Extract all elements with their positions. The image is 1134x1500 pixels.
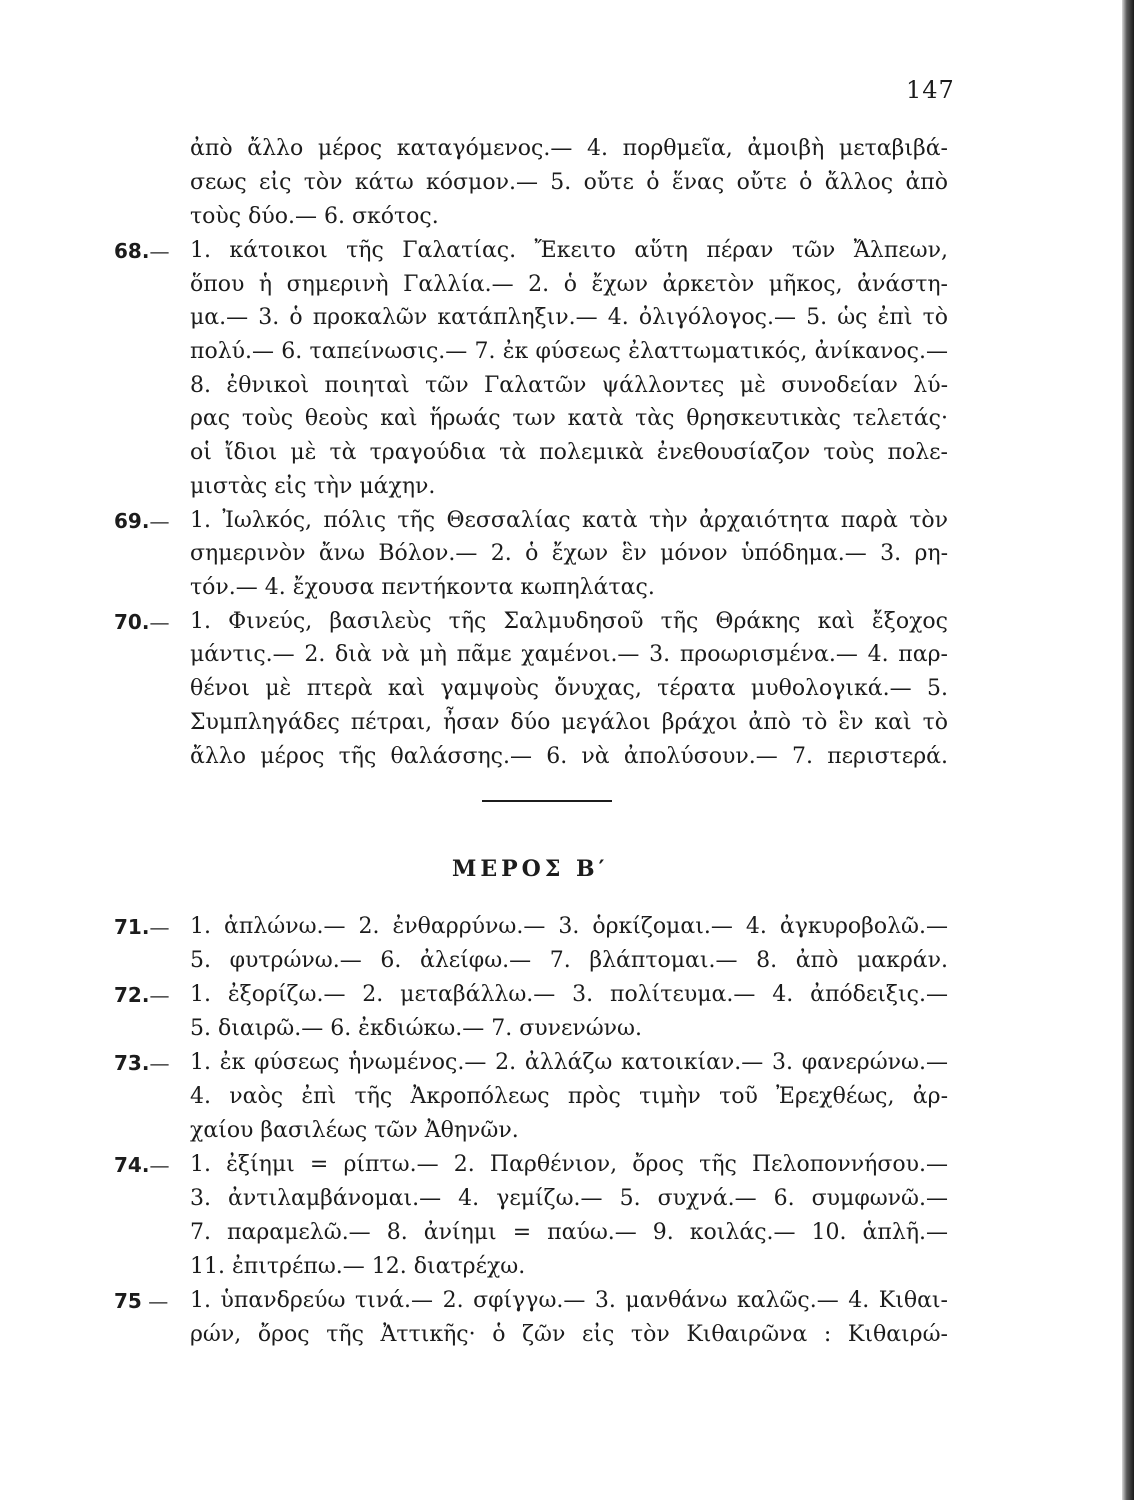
- entry-number-74: 74.—: [114, 1153, 170, 1177]
- entry-number-73: 73.—: [114, 1051, 170, 1075]
- text-line: 3. ἀντιλαμβάνομαι.— 4. γεμίζω.— 5. συχνά.— 6. συμφωνῶ.—: [190, 1186, 948, 1211]
- text-line: 1. ὑπανδρεύω τινά.— 2. σφίγγω.— 3. μανθάνω καλῶς.— 4. Κιθαι-: [190, 1288, 948, 1313]
- text-line: 1. ἐκ φύσεως ἡνωμένος.— 2. ἀλλάζω κατοικίαν.— 3. φανερώνω.—: [190, 1050, 948, 1075]
- text-line: 4. ναὸς ἐπὶ τῆς Ἀκροπόλεως πρὸς τιμὴν τοῦ Ἐρεχθέως, ἀρ-: [190, 1084, 948, 1109]
- entry-number-70: 70.—: [114, 610, 170, 634]
- text-line: θένοι μὲ πτερὰ καὶ γαμψοὺς ὄνυχας, τέρατα μυθολογικά.— 5.: [190, 676, 948, 701]
- text-line: μάντις.— 2. διὰ νὰ μὴ πᾶμε χαμένοι.— 3. προωρισμένα.— 4. παρ-: [190, 642, 948, 667]
- text-line: σεως εἰς τὸν κάτω κόσμον.— 5. οὔτε ὁ ἕνας οὔτε ὁ ἄλλος ἀπὸ: [190, 170, 948, 195]
- text-line: ρας τοὺς θεοὺς καὶ ἥρωάς των κατὰ τὰς θρησκευτικὰς τελετάς·: [190, 406, 948, 431]
- entry-number-68: 68.—: [114, 239, 170, 263]
- text-line: ἀπὸ ἄλλο μέρος καταγόμενος.— 4. πορθμεῖα, ἀμοιβὴ μεταβιβά-: [190, 136, 948, 161]
- text-line: 5. διαιρῶ.— 6. ἐκδιώκω.— 7. συνενώνω.: [190, 1016, 642, 1041]
- text-line: 5. φυτρώνω.— 6. ἀλείφω.— 7. βλάπτομαι.— 8. ἀπὸ μακράν.: [190, 948, 948, 973]
- entry-number-75: 75 —: [114, 1289, 169, 1313]
- text-line: μα.— 3. ὁ προκαλῶν κατάπληξιν.— 4. ὀλιγόλογος.— 5. ὡς ἐπὶ τὸ: [190, 305, 948, 330]
- text-line: 1. ἐξίημι = ρίπτω.— 2. Παρθένιον, ὄρος τῆς Πελοποννήσου.—: [190, 1152, 948, 1177]
- text-line: ἄλλο μέρος τῆς θαλάσσης.— 6. νὰ ἀπολύσουν.— 7. περιστερά.: [190, 744, 948, 769]
- text-line: 1. ἐξορίζω.— 2. μεταβάλλω.— 3. πολίτευμα.— 4. ἀπόδειξις.—: [190, 982, 948, 1007]
- text-line: 1. Φινεύς, βασιλεὺς τῆς Σαλμυδησοῦ τῆς Θράκης καὶ ἔξοχος: [190, 609, 948, 634]
- text-line: τοὺς δύο.— 6. σκότος.: [190, 204, 439, 229]
- text-line: 1. κάτοικοι τῆς Γαλατίας. Ἔκειτο αὕτη πέραν τῶν Ἄλπεων,: [190, 238, 948, 263]
- entry-number-71: 71.—: [114, 915, 170, 939]
- text-line: τόν.— 4. ἔχουσα πεντήκοντα κωπηλάτας.: [190, 575, 655, 600]
- section-heading: ΜΕΡΟΣ Β′: [452, 856, 609, 882]
- section-divider: [482, 800, 612, 802]
- text-line: 7. παραμελῶ.— 8. ἀνίημι = παύω.— 9. κοιλάς.— 10. ἁπλῆ.—: [190, 1220, 948, 1245]
- text-line: χαίου βασιλέως τῶν Ἀθηνῶν.: [190, 1118, 519, 1143]
- text-line: Συμπληγάδες πέτραι, ἦσαν δύο μεγάλοι βράχοι ἀπὸ τὸ ἓν καὶ τὸ: [190, 710, 948, 735]
- text-line: ὅπου ἡ σημερινὴ Γαλλία.— 2. ὁ ἔχων ἀρκετὸν μῆκος, ἀνάστη-: [190, 272, 948, 297]
- page-number: 147: [906, 76, 955, 104]
- text-line: σημερινὸν ἄνω Βόλον.— 2. ὁ ἔχων ἓν μόνον ὑπόδημα.— 3. ρη-: [190, 541, 948, 566]
- text-line: 1. ἁπλώνω.— 2. ἐνθαρρύνω.— 3. ὁρκίζομαι.— 4. ἀγκυροβολῶ.—: [190, 914, 948, 939]
- entry-number-72: 72.—: [114, 983, 170, 1007]
- text-line: 11. ἐπιτρέπω.— 12. διατρέχω.: [190, 1254, 526, 1279]
- text-line: μιστὰς εἰς τὴν μάχην.: [190, 474, 436, 499]
- entry-number-69: 69.—: [114, 509, 170, 533]
- text-line: ρών, ὄρος τῆς Ἀττικῆς· ὁ ζῶν εἰς τὸν Κιθαιρῶνα : Κιθαιρώ-: [190, 1322, 948, 1347]
- page-spine-shadow: [1122, 0, 1134, 1500]
- text-line: 8. ἐθνικοὶ ποιηταὶ τῶν Γαλατῶν ψάλλοντες μὲ συνοδείαν λύ-: [190, 373, 948, 398]
- text-line: οἱ ἴδιοι μὲ τὰ τραγούδια τὰ πολεμικὰ ἐνεθουσίαζον τοὺς πολε-: [190, 440, 948, 465]
- text-line: 1. Ἰωλκός, πόλις τῆς Θεσσαλίας κατὰ τὴν ἀρχαιότητα παρὰ τὸν: [190, 508, 948, 533]
- text-line: πολύ.— 6. ταπείνωσις.— 7. ἐκ φύσεως ἐλαττωματικός, ἀνίκανος.—: [190, 339, 948, 364]
